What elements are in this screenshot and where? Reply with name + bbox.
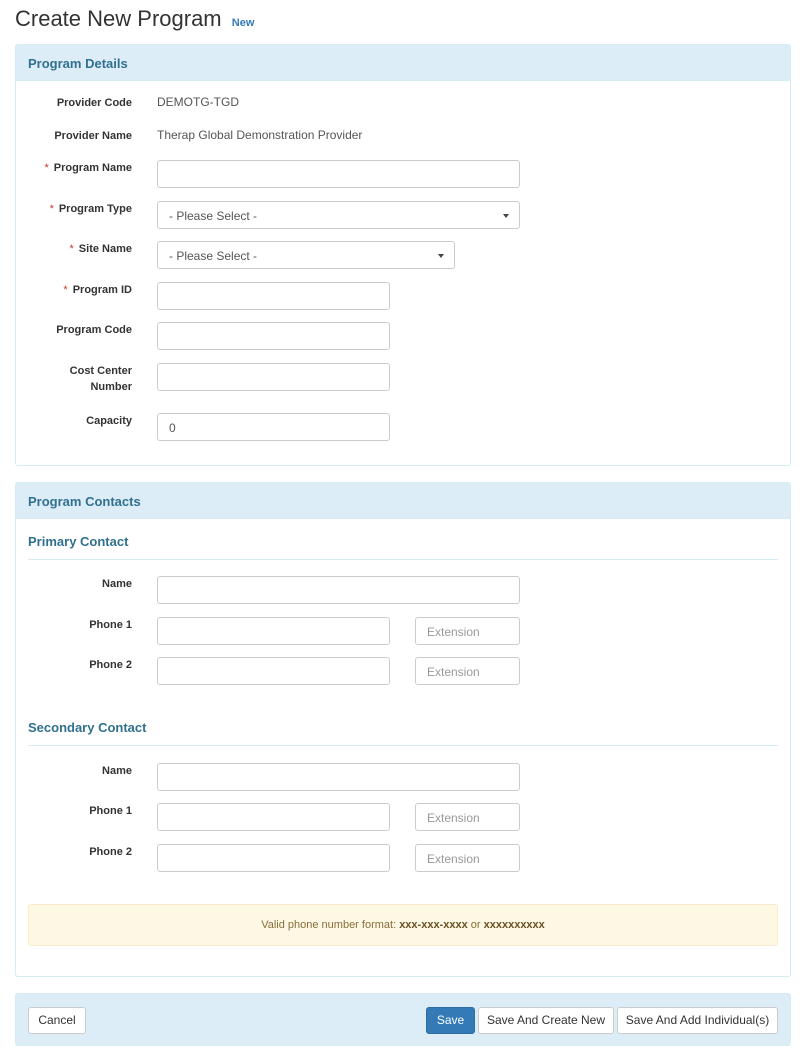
panel-heading: Program Contacts [16, 483, 790, 519]
chevron-down-icon [503, 214, 509, 218]
primary-phone1-input[interactable] [157, 617, 390, 645]
required-marker: * [44, 162, 49, 174]
secondary-phone2-extension[interactable]: Extension [415, 844, 520, 872]
provider-name-value: Therap Global Demonstration Provider [157, 128, 363, 142]
cancel-button[interactable]: Cancel [28, 1007, 86, 1034]
program-code-input[interactable] [157, 322, 390, 350]
primary-phone2-input[interactable] [157, 657, 390, 685]
cost-center-input[interactable] [157, 363, 390, 391]
secondary-name-label: Name [102, 765, 132, 777]
primary-contact-heading: Primary Contact [28, 534, 778, 560]
cost-center-label: Cost Center Number [69, 365, 132, 393]
provider-code-value: DEMOTG-TGD [157, 95, 239, 109]
secondary-phone2-label: Phone 2 [89, 846, 132, 858]
program-name-input[interactable] [157, 160, 520, 188]
site-name-select[interactable]: - Please Select - [157, 241, 455, 269]
program-type-label: * Program Type [49, 203, 132, 215]
secondary-phone1-input[interactable] [157, 803, 390, 831]
save-and-create-new-button[interactable]: Save And Create New [478, 1007, 614, 1034]
form-actions-bar [15, 993, 791, 1046]
primary-phone2-label: Phone 2 [89, 659, 132, 671]
program-code-label: Program Code [56, 324, 132, 336]
required-marker: * [49, 203, 54, 215]
required-marker: * [69, 243, 74, 255]
site-name-label: * Site Name [69, 243, 132, 255]
save-button[interactable]: Save [426, 1007, 475, 1034]
program-type-select[interactable]: - Please Select - [157, 201, 520, 229]
phone-format-note: Valid phone number format: xxx-xxx-xxxx or xxxxxxxxxx [28, 904, 778, 946]
program-details-panel [15, 44, 791, 466]
capacity-input[interactable]: 0 [157, 413, 390, 441]
new-badge: New [231, 17, 255, 29]
primary-name-label: Name [102, 578, 132, 590]
secondary-phone1-label: Phone 1 [89, 805, 132, 817]
primary-name-input[interactable] [157, 576, 520, 604]
secondary-contact-heading: Secondary Contact [28, 720, 778, 746]
panel-heading: Program Details [16, 45, 790, 81]
capacity-label: Capacity [86, 415, 132, 427]
program-id-input[interactable] [157, 282, 390, 310]
save-and-add-individuals-button[interactable]: Save And Add Individual(s) [617, 1007, 778, 1034]
provider-name-label: Provider Name [54, 130, 132, 142]
primary-phone1-extension[interactable]: Extension [415, 617, 520, 645]
primary-phone1-label: Phone 1 [89, 619, 132, 631]
chevron-down-icon [438, 254, 444, 258]
program-contacts-panel [15, 482, 791, 977]
secondary-name-input[interactable] [157, 763, 520, 791]
primary-phone2-extension[interactable]: Extension [415, 657, 520, 685]
page-title: Create New Program New [15, 6, 255, 31]
secondary-phone1-extension[interactable]: Extension [415, 803, 520, 831]
program-name-label: * Program Name [44, 162, 132, 174]
secondary-phone2-input[interactable] [157, 844, 390, 872]
required-marker: * [63, 284, 68, 296]
provider-code-label: Provider Code [56, 97, 132, 109]
program-id-label: * Program ID [63, 284, 132, 296]
